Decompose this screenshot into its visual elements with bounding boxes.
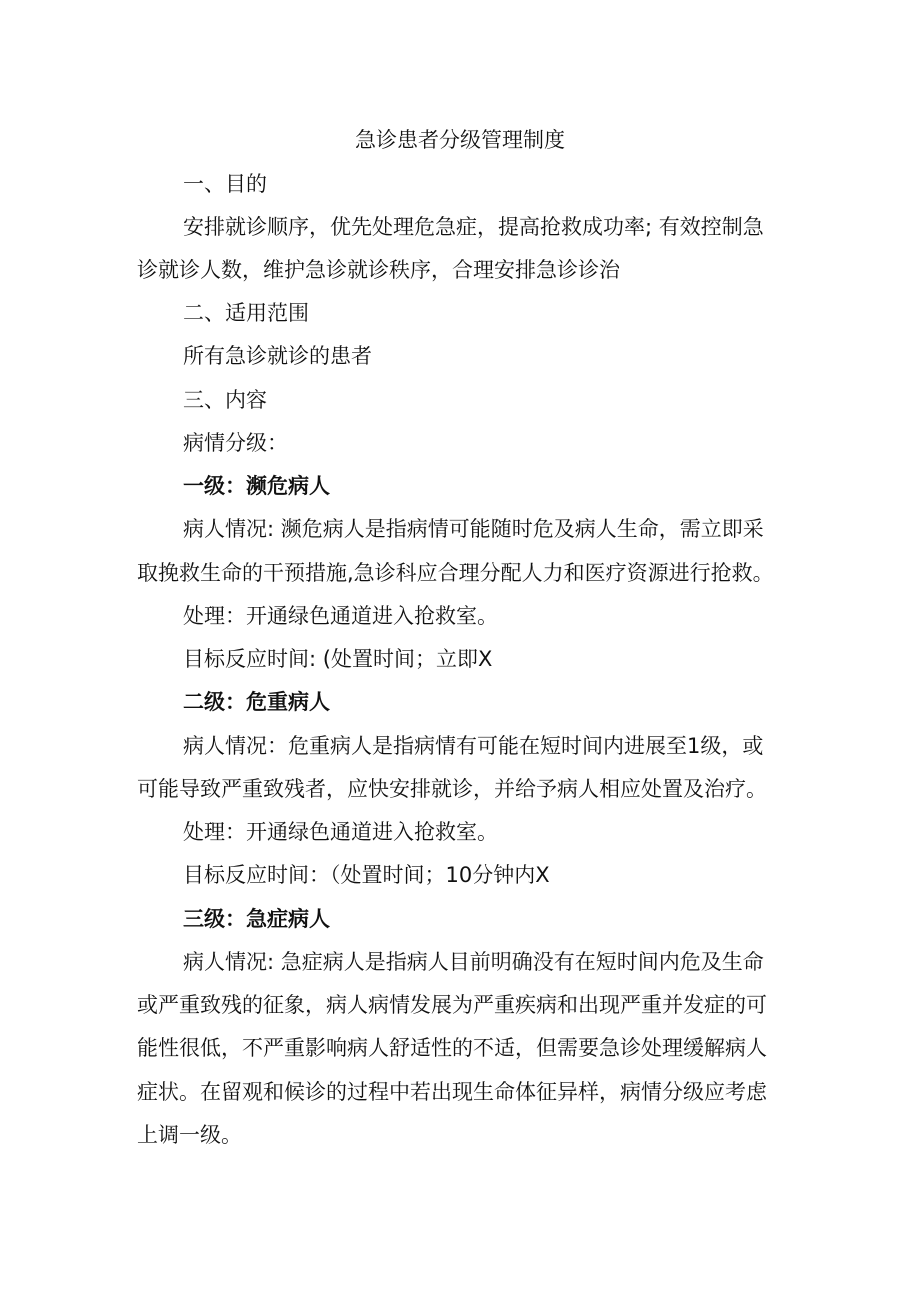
paragraph-line: 诊就诊人数，维护急诊就诊秩序，合理安排急诊诊治 (137, 258, 620, 282)
paragraph-line: 所有急诊就诊的患者 (183, 344, 372, 368)
paragraph-line: 处理：开通绿色通道进入抢救室。 (183, 820, 498, 844)
paragraph-line: 目标反应时间：（处置时间；10分钟内X (183, 863, 550, 887)
section-heading-purpose: 一、目的 (183, 172, 267, 196)
paragraph-line: 处理：开通绿色通道进入抢救室。 (183, 604, 498, 628)
paragraph-line: 能性很低，不严重影响病人舒适性的不适，但需要急诊处理缓解病人 (137, 1036, 767, 1060)
paragraph-line: 上调一级。 (137, 1123, 242, 1147)
paragraph-line: 病人情况: 濒危病人是指病情可能随时危及病人生命，需立即采 (183, 517, 764, 541)
level-heading-2: 二级：危重病人 (183, 690, 330, 714)
paragraph-line: 目标反应时间: (处置时间；立即X (183, 647, 493, 671)
section-heading-scope: 二、适用范围 (183, 301, 309, 325)
paragraph-line: 病人情况: 急症病人是指病人目前明确没有在短时间内危及生命 (183, 950, 764, 974)
paragraph-line: 病人情况：危重病人是指病情有可能在短时间内进展至1级，或 (183, 734, 764, 758)
paragraph-line: 或严重致残的征象，病人病情发展为严重疾病和出现严重并发症的可 (137, 993, 767, 1017)
paragraph-line: 安排就诊顺序，优先处理危急症，提高抢救成功率; 有效控制急 (183, 215, 764, 239)
section-heading-content: 三、内容 (183, 388, 267, 412)
document-title: 急诊患者分级管理制度 (355, 128, 565, 152)
paragraph-line: 症状。在留观和候诊的过程中若出现生命体征异样，病情分级应考虑 (137, 1080, 767, 1104)
paragraph-line: 病情分级： (183, 431, 288, 455)
paragraph-line: 可能导致严重致残者，应快安排就诊，并给予病人相应处置及治疗。 (137, 777, 767, 801)
paragraph-line: 取挽救生命的干预措施,急诊科应合理分配人力和医疗资源进行抢救。 (137, 561, 774, 585)
level-heading-3: 三级：急症病人 (183, 907, 330, 931)
level-heading-1: 一级：濒危病人 (183, 474, 330, 498)
